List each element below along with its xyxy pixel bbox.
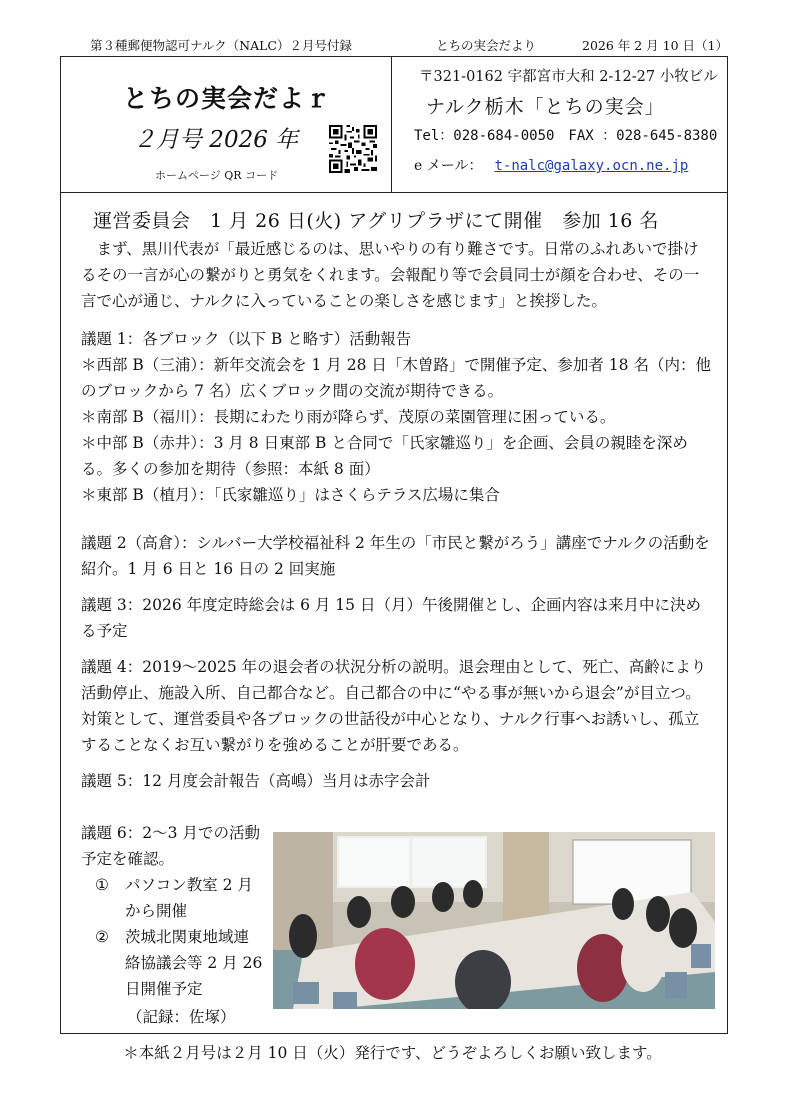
qr-code-label: ホームページ QR コード (155, 169, 279, 182)
agenda-6-item-1-number: ① (95, 876, 109, 894)
footer-note: ＊本紙２月号は２月 10 日（火）発行です、どうぞよろしくお願い致します。 (123, 1044, 662, 1062)
issue-label: ２月号 2026 年 (133, 127, 299, 153)
postal-address: 〒321-0162 宇都宮市大和 2-12-27 小牧ビル (419, 69, 718, 85)
qr-code-icon[interactable] (329, 125, 377, 173)
email-label: e メール： (414, 158, 483, 174)
agenda-4: 議題 4：2019～2025 年の退会者の状況分析の説明。退会理由として、死亡、高齢により活動停止、施設入所、自己都合など。自己都合の中に“やる事が無いから退会”が目立つ。対策として、運営委員や各ブロックの世話役が中心となり、ナルク行事へお誘いし、孤立することなくお互い繋がりを強めることが肝要である。 (81, 658, 707, 754)
agenda-6-item-2-line-1: 茨城北関東地域連 (125, 928, 250, 946)
agenda-6-item-1-line-2: から開催 (125, 902, 188, 920)
masthead-divider (391, 57, 392, 192)
masthead (61, 57, 727, 193)
postal-permit-text: 第３種郵便物認可ナルク（NALC）２月号付録 (90, 38, 352, 53)
running-title: とちの実会だより (436, 38, 537, 53)
article-heading: 運営委員会 1 月 26 日(火) アグリプラザにて開催 参加 16 名 (93, 210, 659, 232)
email-link[interactable]: t-nalc@galaxy.ocn.ne.jp (494, 158, 689, 174)
agenda-6-item-2-number: ② (95, 928, 109, 946)
agenda-6-item-2-line-3: 日開催予定 (125, 980, 203, 998)
intro-paragraph: まず、黒川代表が「最近感じるのは、思いやりの有り難さです。日常のふれあいで掛けるその一言が心の繋がりと勇気をくれます。会報配り等で会員同士が顔を合わせ、その一言で心が通じ、ナルクに入っていることの楽しさを感じます」と挨拶した。 (81, 240, 700, 310)
meeting-photo (273, 832, 715, 1009)
agenda-2: 議題 2（高倉）：シルバー大学校福祉科 2 年生の「市民と繋がろう」講座でナルクの活動を紹介。1 月 6 日と 16 日の 2 回実施 (81, 534, 710, 578)
agenda-1-east: ＊東部 B（植月）：「氏家雛巡り」はさくらテラス広場に集合 (81, 486, 500, 504)
agenda-1-west: ＊西部 B（三浦）：新年交流会を 1 月 28 日「木曽路」で開催予定、参加者 18 名（内：他のブロックから 7 名）広くブロック間の交流が期待できる。 (81, 356, 711, 400)
agenda-1-south: ＊南部 B（福川）：長期にわたり雨が降らず、茂原の菜園管理に困っている。 (81, 408, 616, 426)
agenda-1-title: 議題 1：各ブロック（以下 B と略す）活動報告 (81, 330, 412, 348)
email-line (414, 155, 688, 175)
organization-name: ナルク栃木「とちの実会」 (426, 96, 665, 118)
agenda-6-title-2: 予定を確認。 (81, 850, 175, 868)
agenda-6-item-1-line-1: パソコン教室 2 月 (125, 876, 253, 894)
record-note: （記録：佐塚） (127, 1008, 236, 1026)
agenda-6-title-1: 議題 6：2～3 月での活動 (81, 824, 260, 842)
agenda-6-item-2-line-2: 絡協議会等 2 月 26 (125, 954, 263, 972)
issue-date: 2026 年 2 月 10 日（1） (582, 38, 728, 53)
agenda-1-central: ＊中部 B（赤井）：3 月 8 日東部 B と合同で「氏家雛巡り」を企画、会員の親睦を深める。多くの参加を期待（参照：本紙 8 面） (81, 434, 688, 478)
agenda-5: 議題 5：12 月度会計報告（高嶋）当月は赤字会計 (81, 772, 431, 790)
agenda-3: 議題 3：2026 年度定時総会は 6 月 15 日（月）午後開催とし、企画内容は来月中に決める予定 (81, 596, 701, 640)
tel-fax: Tel：028-684-0050 FAX ：028-645-8380 (414, 128, 718, 144)
newsletter-title: とちの実会だよｒ (123, 84, 332, 113)
newsletter-frame (60, 56, 728, 1034)
